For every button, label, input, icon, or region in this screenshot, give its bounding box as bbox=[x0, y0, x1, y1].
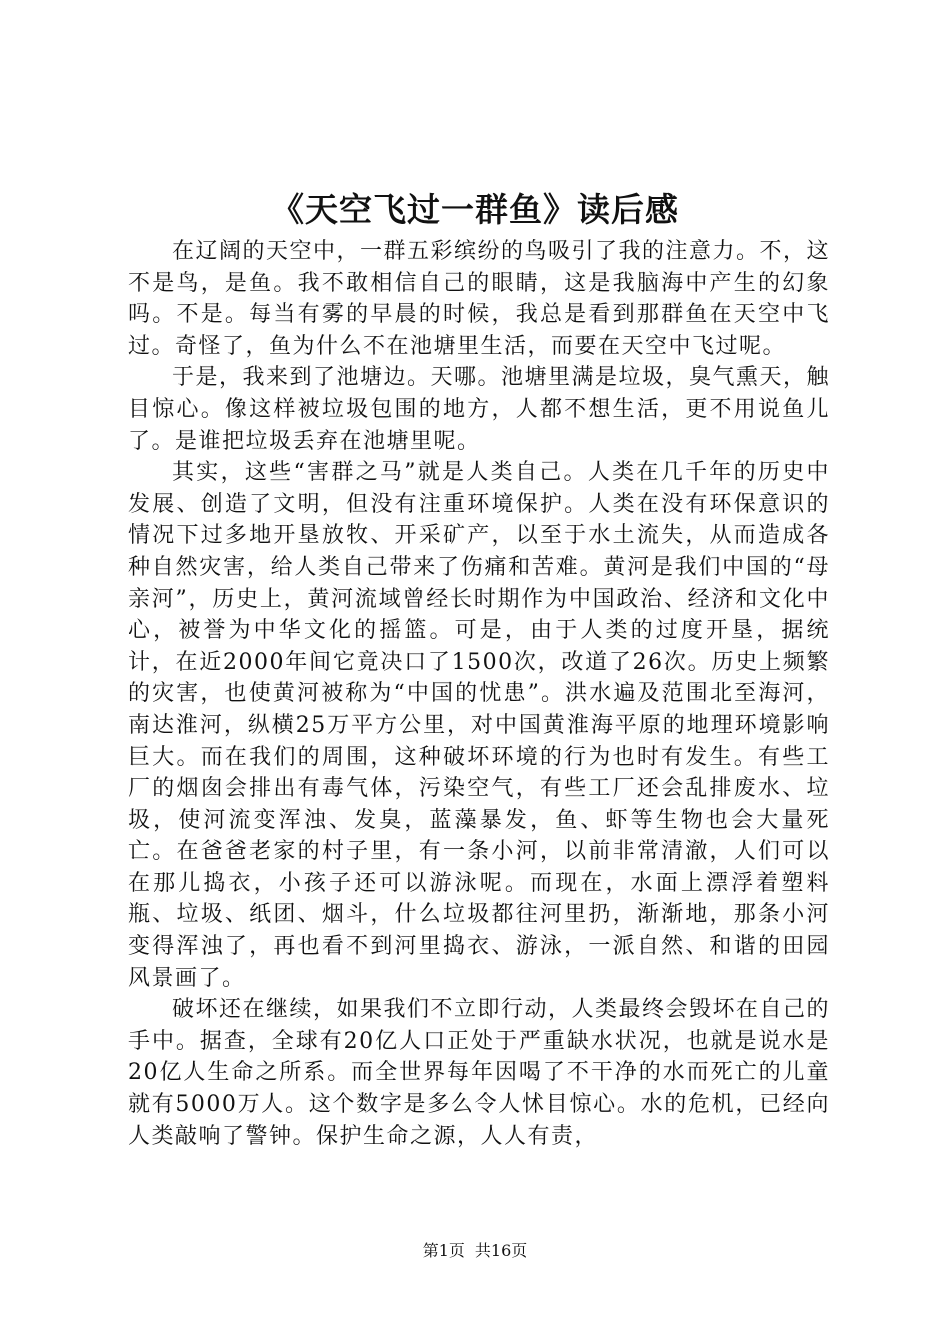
page-footer bbox=[0, 1240, 950, 1262]
paragraph-4: 破坏还在继续，如果我们不立即行动，人类最终会毁坏在自己的手中。据查，全球有20亿人口正处于严重缺水状况，也就是说水是20亿人生命之所系。而全世界每年因喝了不干净的水而死亡的儿童就有5000万人。这个数字是多么令人怵目惊心。水的危机，已经向人类敲响了警钟。保护生命之源，人人有责， bbox=[128, 997, 831, 1149]
paragraph-2: 于是，我来到了池塘边。天哪。池塘里满是垃圾，臭气熏天，触目惊心。像这样被垃圾包围的地方，人都不想生活，更不用说鱼儿了。是谁把垃圾丢弃在池塘里呢。 bbox=[128, 365, 831, 454]
paragraph-3: 其实，这些“害群之马”就是人类自己。人类在几千年的历史中发展、创造了文明，但没有注重环境保护。人类在没有环保意识的情况下过多地开垦放牧、开采矿产，以至于水土流失，从而造成各种自然灾害，给人类自己带来了伤痛和苦难。黄河是我们中国的“母亲河”，历史上，黄河流域曾经长时期作为中国政治、经济和文化中心，被誉为中华文化的摇篮。可是，由于人类的过度开垦，据统计，在近2000年间它竟决口了1500次，改道了26次。历史上频繁的灾害，也使黄河被称为“中国的忧患”。洪水遍及范围北至海河，南达淮河，纵横25万平方公里，对中国黄淮海平原的地理环境影响巨大。而在我们的周围，这种破坏环境的行为也时有发生。有些工厂的烟囱会排出有毒气体，污染空气，有些工厂还会乱排废水、垃圾，使河流变浑浊、发臭，蓝藻暴发，鱼、虾等生物也会大量死亡。在爸爸老家的村子里，有一条小河，以前非常清澈，人们可以在那儿捣衣，小孩子还可以游泳呢。而现在，水面上漂浮着塑料瓶、垃圾、纸团、烟斗，什么垃圾都往河里扔，渐渐地，那条小河变得浑浊了，再也看不到河里捣衣、游泳，一派自然、和谐的田园风景画了。 bbox=[128, 460, 830, 991]
document-body bbox=[128, 236, 830, 1152]
page-number: 第1页 bbox=[422, 1241, 465, 1260]
total-pages: 共16页 bbox=[474, 1241, 528, 1260]
document-title: 《天空飞过一群鱼》读后感 bbox=[271, 190, 679, 229]
paragraph-1: 在辽阔的天空中，一群五彩缤纷的鸟吸引了我的注意力。不，这不是鸟，是鱼。我不敢相信自己的眼睛，这是我脑海中产生的幻象吗。不是。每当有雾的早晨的时候，我总是看到那群鱼在天空中飞过。奇怪了，鱼为什么不在池塘里生活，而要在天空中飞过呢。 bbox=[128, 239, 831, 359]
